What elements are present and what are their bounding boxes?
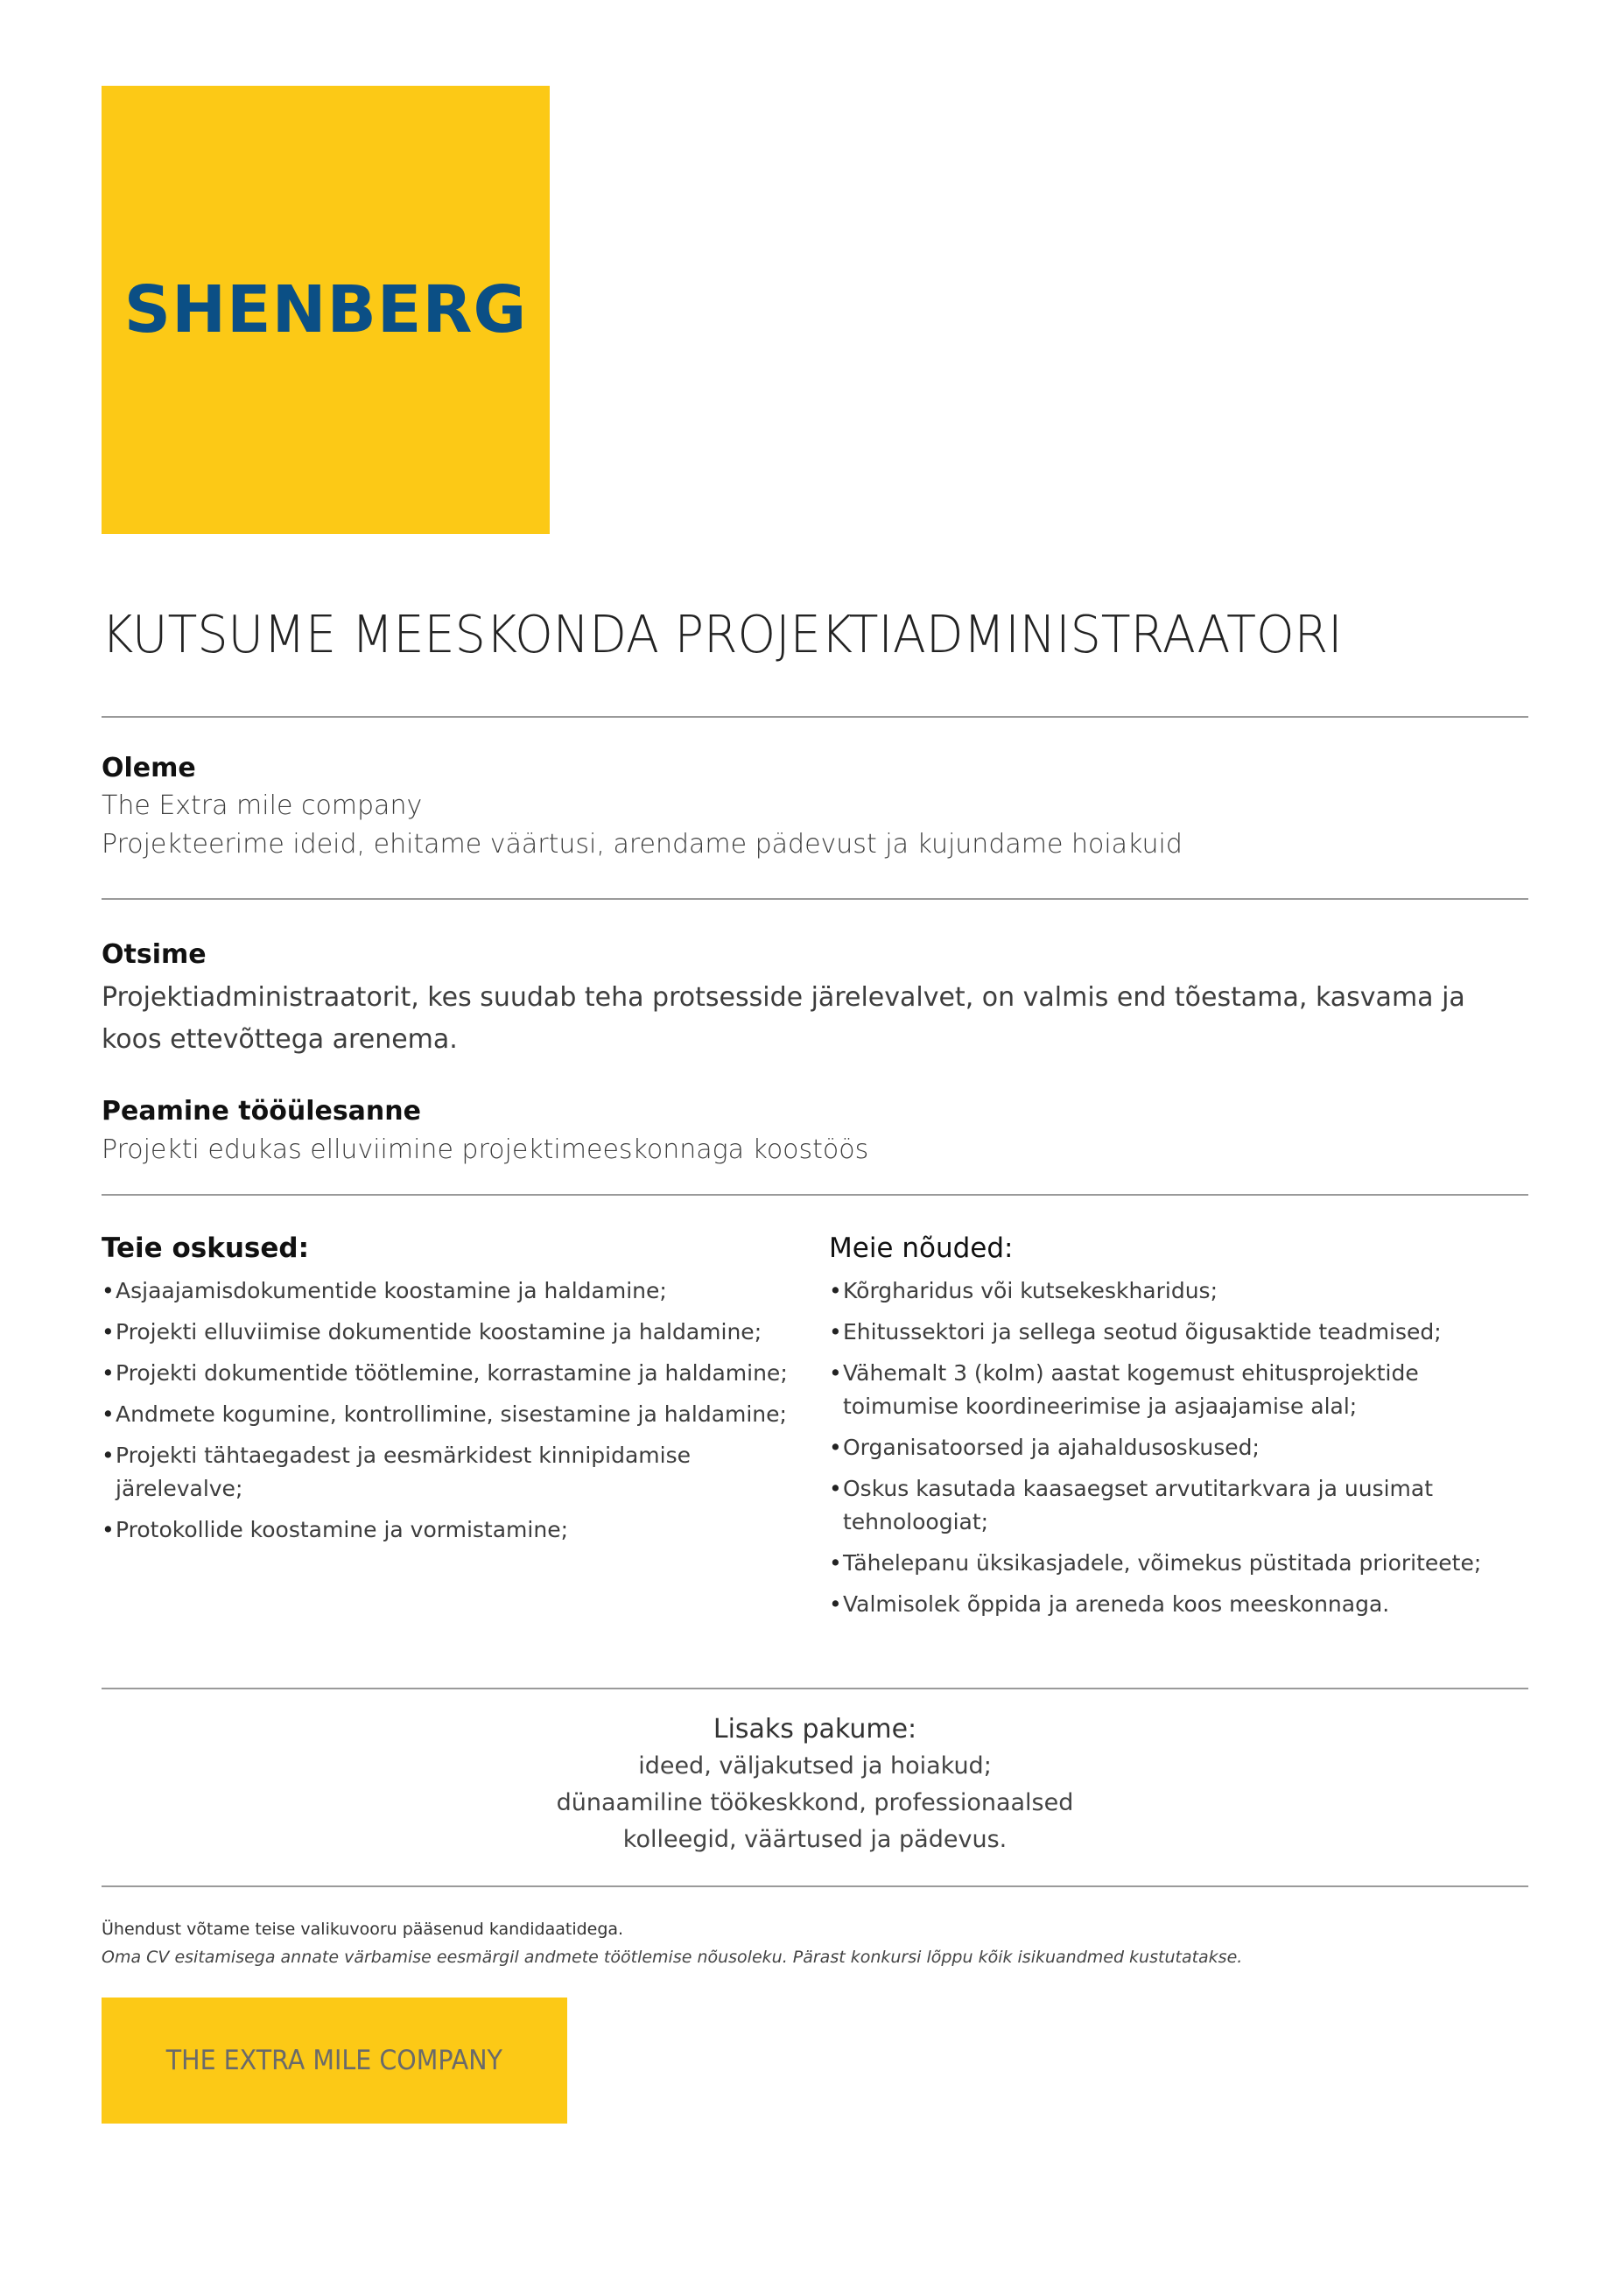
list-item-text: Projekti elluviimise dokumentide koostamine ja haldamine; xyxy=(116,1319,762,1345)
list-item-text: Projekti tähtaegadest ja eesmärkidest kinnipidamise järelevalve; xyxy=(116,1443,692,1501)
list-item xyxy=(102,1439,811,1506)
list-item-text: Organisatoorsed ja ajahaldusoskused; xyxy=(843,1435,1260,1460)
divider xyxy=(102,1885,1528,1887)
logo-text: SHENBERG xyxy=(123,272,528,348)
bullet-icon: • xyxy=(829,1278,842,1303)
list-item xyxy=(102,1398,811,1431)
bullet-icon: • xyxy=(102,1443,115,1468)
divider xyxy=(102,716,1528,718)
bullet-icon: • xyxy=(829,1550,842,1576)
oleme-line-1: The Extra mile company xyxy=(102,790,423,821)
requirements-list xyxy=(829,1274,1538,1621)
offer-section xyxy=(102,1711,1528,1858)
list-item-text: Protokollide koostamine ja vormistamine; xyxy=(116,1517,569,1542)
list-item-text: Vähemalt 3 (kolm) aastat kogemust ehitusprojektide toimumise koordineerimise ja asjaajamise alal; xyxy=(843,1360,1419,1419)
bullet-icon: • xyxy=(102,1401,115,1427)
page-title: KUTSUME MEESKONDA PROJEKTIADMINISTRAATORI xyxy=(102,604,1343,664)
list-item-text: Ehitussektori ja sellega seotud õigusaktide teadmised; xyxy=(843,1319,1442,1345)
bullet-icon: • xyxy=(102,1278,115,1303)
bullet-icon: • xyxy=(102,1360,115,1386)
list-item-text: Kõrgharidus või kutsekeskharidus; xyxy=(843,1278,1218,1303)
divider xyxy=(102,1194,1528,1196)
contact-note: Ühendust võtame teise valikuvooru pääsenud kandidaatidega. xyxy=(102,1920,624,1939)
shenberg-logo xyxy=(102,86,550,534)
section-heading-oleme: Oleme xyxy=(102,753,196,783)
bullet-icon: • xyxy=(102,1319,115,1345)
list-item xyxy=(102,1357,811,1390)
bullet-icon: • xyxy=(829,1591,842,1617)
skills-column xyxy=(102,1232,811,1555)
list-item-text: Valmisolek õppida ja areneda koos meeskonnaga. xyxy=(843,1591,1390,1617)
bullet-icon: • xyxy=(102,1517,115,1542)
list-item-text: Projekti dokumentide töötlemine, korrastamine ja haldamine; xyxy=(116,1360,788,1386)
skills-heading: Teie oskused: xyxy=(102,1232,309,1264)
bullet-icon: • xyxy=(829,1360,842,1386)
peamine-text: Projekti edukas elluviimine projektimeeskonnaga koostöös xyxy=(102,1134,869,1165)
requirements-heading: Meie nõuded: xyxy=(829,1232,1014,1264)
offer-line: ideed, väljakutsed ja hoiakud; xyxy=(638,1752,992,1780)
skills-list xyxy=(102,1274,811,1547)
offer-heading: Lisaks pakume: xyxy=(713,1714,917,1745)
list-item-text: Asjaajamisdokumentide koostamine ja haldamine; xyxy=(116,1278,667,1303)
footer-slogan: THE EXTRA MILE COMPANY xyxy=(165,2045,503,2076)
list-item xyxy=(829,1316,1538,1349)
oleme-line-2: Projekteerime ideid, ehitame väärtusi, arendame pädevust ja kujundame hoiakuid xyxy=(102,829,1183,860)
list-item-text: Tähelepanu üksikasjadele, võimekus püstitada prioriteete; xyxy=(843,1550,1482,1576)
section-heading-peamine: Peamine tööülesanne xyxy=(102,1096,421,1127)
divider xyxy=(102,898,1528,900)
bullet-icon: • xyxy=(829,1319,842,1345)
offer-line: kolleegid, väärtused ja pädevus. xyxy=(622,1826,1008,1853)
divider xyxy=(102,1688,1528,1689)
list-item-text: Oskus kasutada kaasaegset arvutitarkvara ja uusimat tehnoloogiat; xyxy=(843,1476,1434,1534)
footer-banner xyxy=(102,1998,567,2124)
offer-line: dünaamiline töökeskkond, professionaalsed xyxy=(556,1789,1074,1816)
list-item xyxy=(829,1431,1538,1464)
list-item-text: Andmete kogumine, kontrollimine, sisestamine ja haldamine; xyxy=(116,1401,787,1427)
list-item xyxy=(102,1274,811,1308)
list-item xyxy=(829,1547,1538,1580)
list-item xyxy=(829,1274,1538,1308)
list-item xyxy=(102,1513,811,1547)
consent-note: Oma CV esitamisega annate värbamise eesmärgil andmete töötlemise nõusoleku. Pärast konkursi lõppu kõik isikuandmed kustutatakse. xyxy=(102,1948,1243,1967)
section-heading-otsime: Otsime xyxy=(102,939,207,970)
list-item xyxy=(829,1588,1538,1621)
bullet-icon: • xyxy=(829,1476,842,1501)
bullet-icon: • xyxy=(829,1435,842,1460)
otsime-text: Projektiadministraatorit, kes suudab teha protsesside järelevalvet, on valmis end tõestama, kasvama ja koos ettevõttega arenema. xyxy=(102,982,1465,1055)
list-item xyxy=(102,1316,811,1349)
list-item xyxy=(829,1472,1538,1539)
list-item xyxy=(829,1357,1538,1423)
requirements-column xyxy=(829,1232,1538,1629)
